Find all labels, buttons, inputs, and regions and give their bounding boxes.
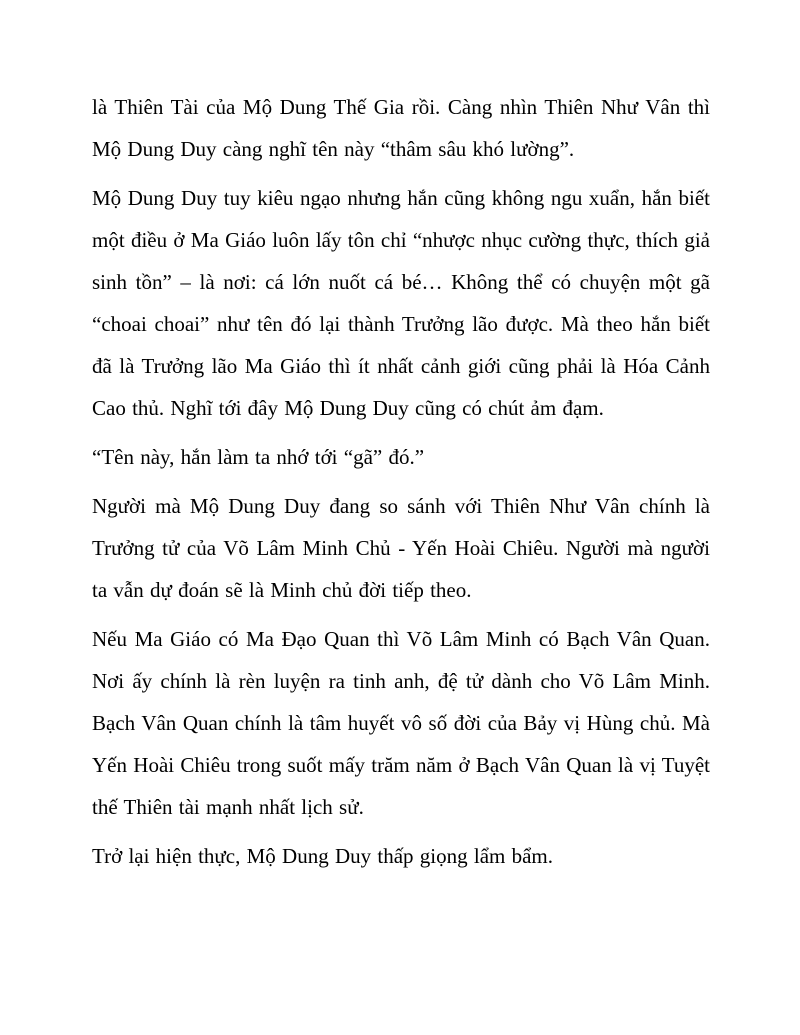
paragraph-2: Mộ Dung Duy tuy kiêu ngạo nhưng hắn cũng không ngu xuẩn, hắn biết một điều ở Ma Giáo luôn lấy tôn chỉ “nhược nhục cường thực, thích giả sinh tồn” – là nơi: cá lớn nuốt cá bé… Không thể có chuyện một gã “choai choai” như tên đó lại thành Trưởng lão được. Mà theo hắn biết đã là Trưởng lão Ma Giáo thì ít nhất cảnh giới cũng phải là Hóa Cảnh Cao thủ. Nghĩ tới đây Mộ Dung Duy cũng có chút ảm đạm. bbox=[92, 186, 710, 420]
paragraph-6: Trở lại hiện thực, Mộ Dung Duy thấp giọng lẩm bẩm. bbox=[92, 844, 554, 868]
paragraph-1: là Thiên Tài của Mộ Dung Thế Gia rồi. Càng nhìn Thiên Như Vân thì Mộ Dung Duy càng nghĩ tên này “thâm sâu khó lường”. bbox=[92, 95, 710, 161]
paragraph-3: “Tên này, hắn làm ta nhớ tới “gã” đó.” bbox=[92, 445, 425, 469]
paragraph-5: Nếu Ma Giáo có Ma Đạo Quan thì Võ Lâm Minh có Bạch Vân Quan. Nơi ấy chính là rèn luyện ra tinh anh, đệ tử dành cho Võ Lâm Minh. Bạch Vân Quan chính là tâm huyết vô số đời của Bảy vị Hùng chủ. Mà Yến Hoài Chiêu trong suốt mấy trăm năm ở Bạch Vân Quan là vị Tuyệt thế Thiên tài mạnh nhất lịch sử. bbox=[92, 627, 710, 819]
paragraph-4: Người mà Mộ Dung Duy đang so sánh với Thiên Như Vân chính là Trưởng tử của Võ Lâm Minh Chủ - Yến Hoài Chiêu. Người mà người ta vẫn dự đoán sẽ là Minh chủ đời tiếp theo. bbox=[92, 494, 710, 602]
